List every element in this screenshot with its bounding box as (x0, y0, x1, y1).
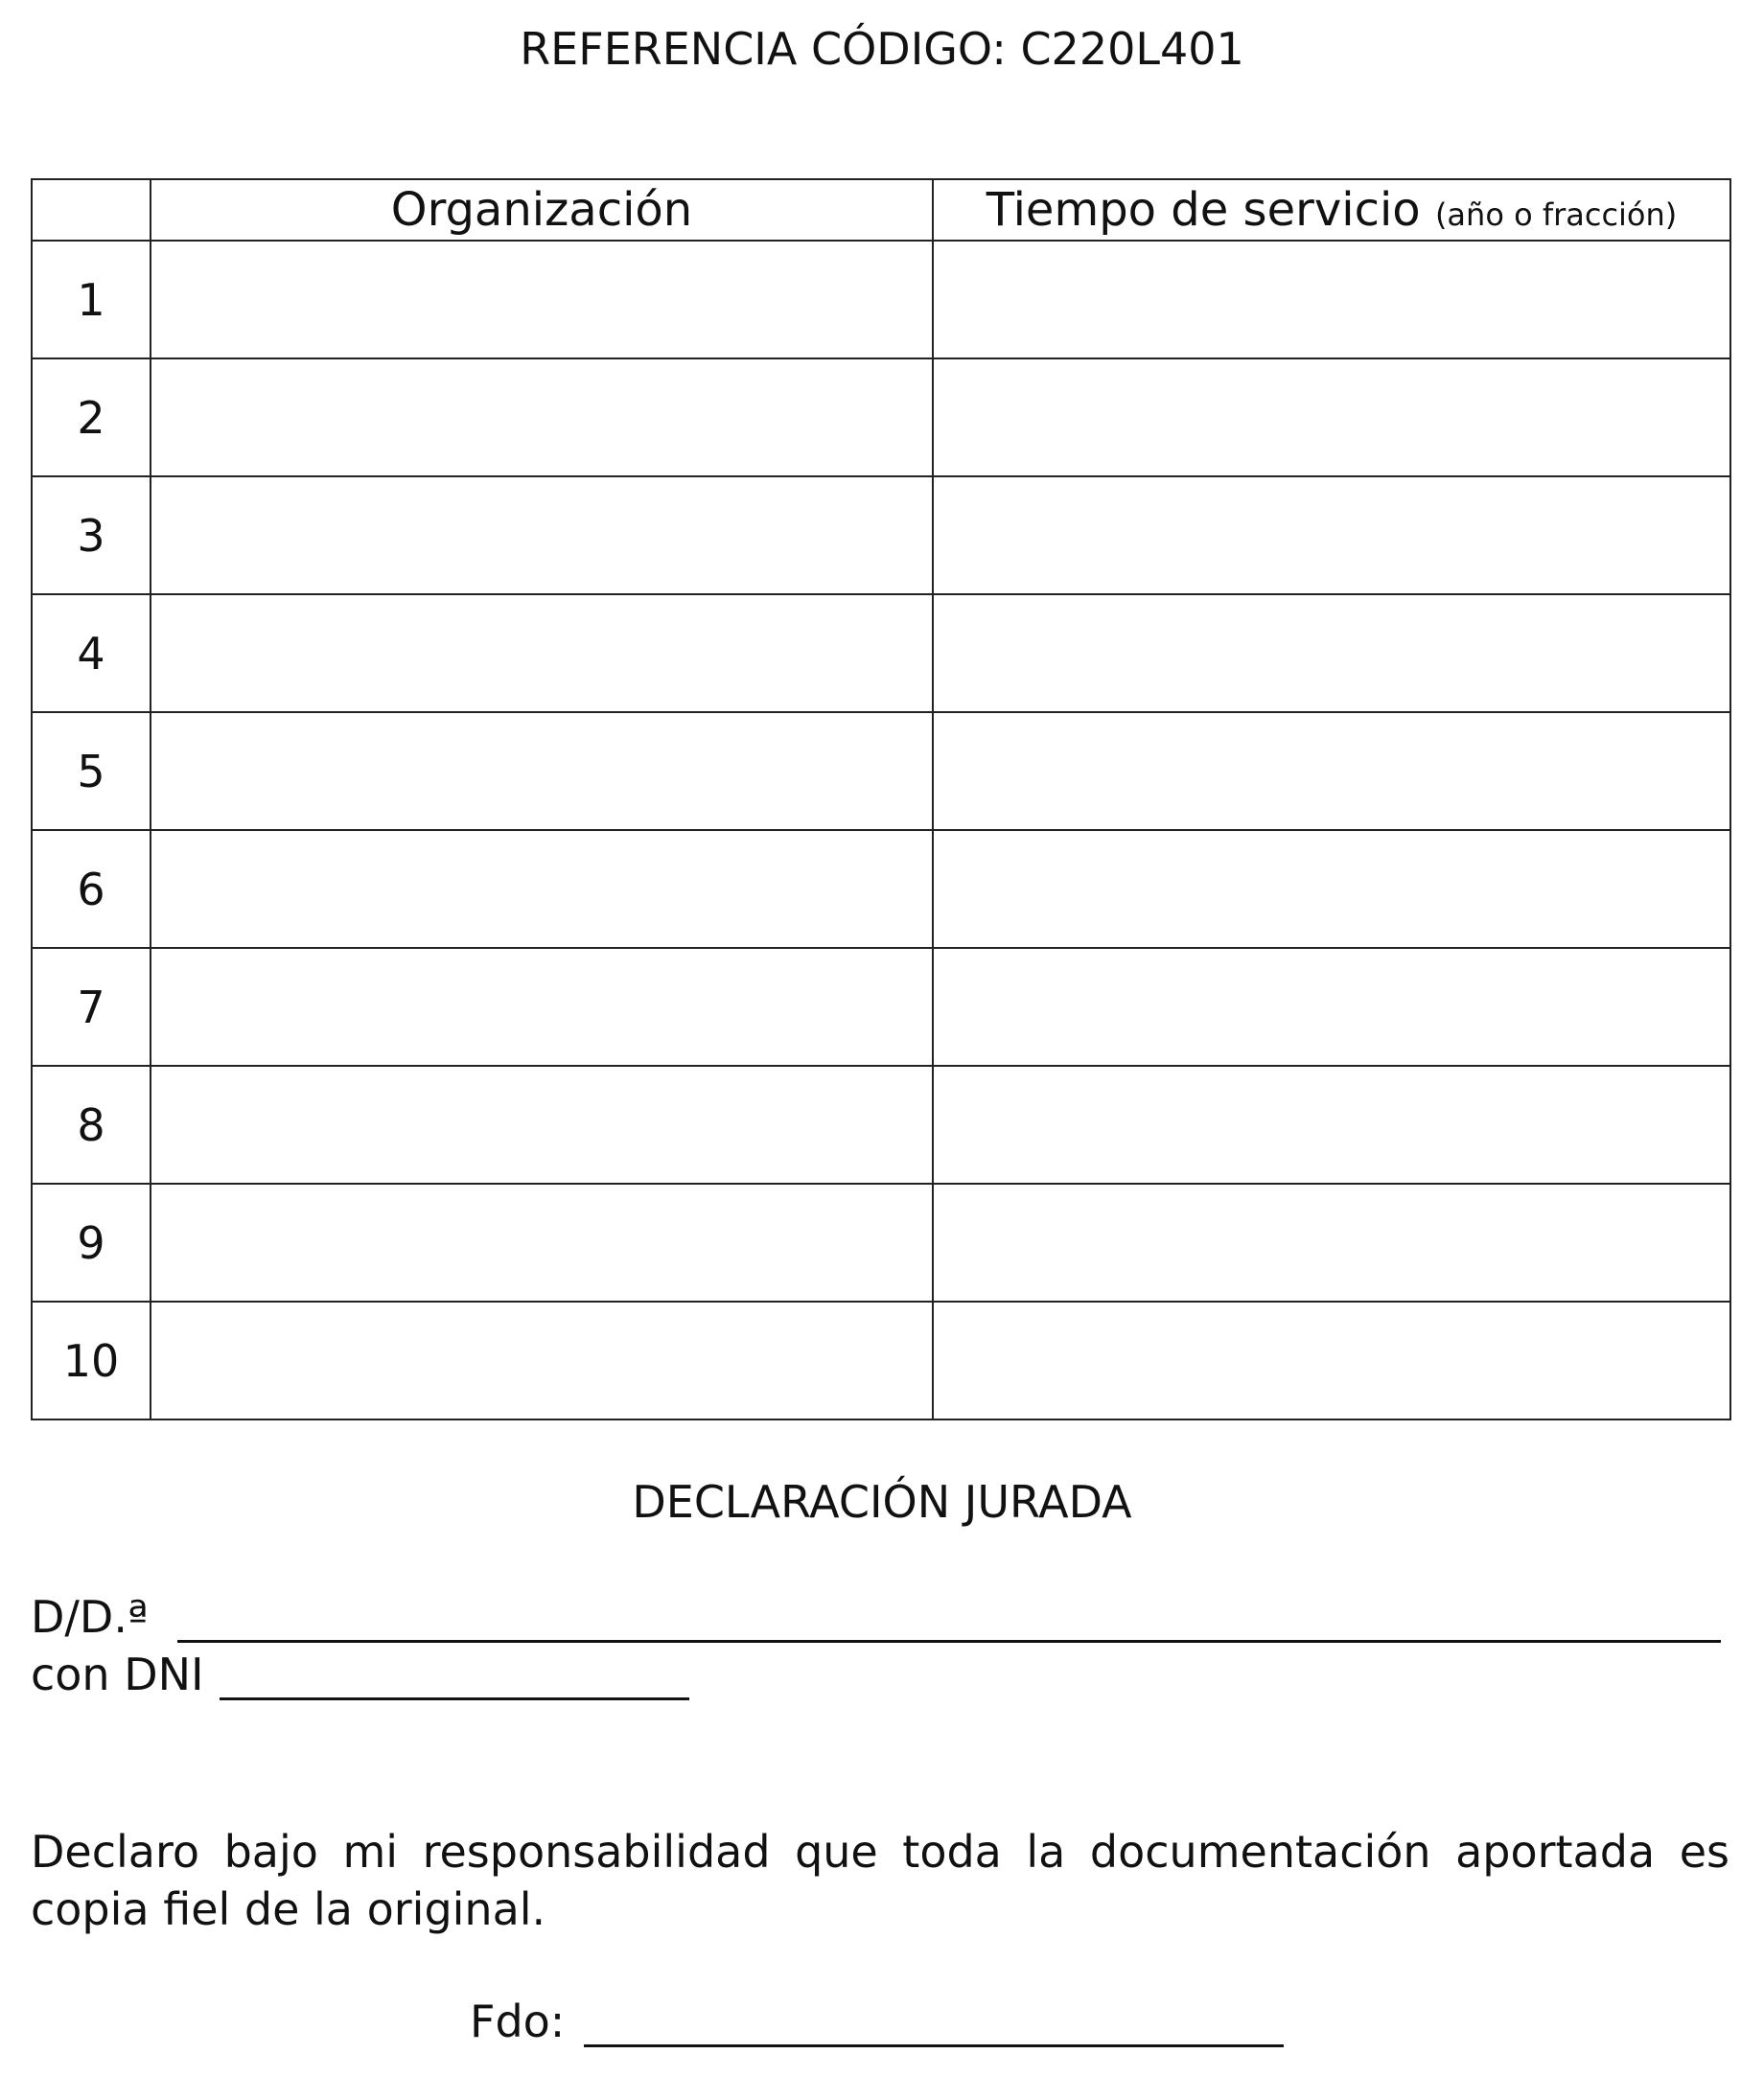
row-number: 9 (32, 1184, 151, 1302)
organization-cell[interactable] (151, 830, 933, 948)
dni-label: con DNI (31, 1649, 204, 1700)
organization-cell[interactable] (151, 1302, 933, 1419)
table-row (32, 712, 1730, 830)
organization-table (31, 178, 1731, 1420)
column-header-service-time (933, 179, 1730, 241)
table-row (32, 1184, 1730, 1302)
row-number: 5 (32, 712, 151, 830)
service-time-cell[interactable] (933, 476, 1730, 594)
row-number: 3 (32, 476, 151, 594)
declaration-title: DECLARACIÓN JURADA (632, 1476, 1132, 1528)
organization-cell[interactable] (151, 1184, 933, 1302)
service-time-note: (año o fracción) (1434, 196, 1678, 233)
table-row (32, 358, 1730, 476)
table-row (32, 1302, 1730, 1419)
table-row (32, 241, 1730, 358)
service-time-cell[interactable] (933, 358, 1730, 476)
row-number: 6 (32, 830, 151, 948)
row-number: 4 (32, 594, 151, 712)
service-time-label: Tiempo de servicio (986, 183, 1421, 237)
service-time-cell[interactable] (933, 712, 1730, 830)
row-number: 2 (32, 358, 151, 476)
name-label: D/D.ª (31, 1591, 149, 1643)
organization-cell[interactable] (151, 358, 933, 476)
row-number: 8 (32, 1066, 151, 1184)
table-row (32, 476, 1730, 594)
row-number: 7 (32, 948, 151, 1066)
service-time-cell[interactable] (933, 241, 1730, 358)
table-row (32, 948, 1730, 1066)
row-number: 1 (32, 241, 151, 358)
service-time-cell[interactable] (933, 1066, 1730, 1184)
service-time-cell[interactable] (933, 948, 1730, 1066)
organization-cell[interactable] (151, 594, 933, 712)
signature-field[interactable] (584, 2006, 1284, 2047)
table-row (32, 830, 1730, 948)
signature-line (470, 1996, 1284, 2047)
row-number: 10 (32, 1302, 151, 1419)
service-time-cell[interactable] (933, 1302, 1730, 1419)
service-time-cell[interactable] (933, 1184, 1730, 1302)
dni-line (31, 1649, 689, 1700)
organization-cell[interactable] (151, 712, 933, 830)
service-time-cell[interactable] (933, 594, 1730, 712)
reference-code-title: REFERENCIA CÓDIGO: C220L401 (520, 23, 1244, 75)
organization-cell[interactable] (151, 1066, 933, 1184)
table-row (32, 594, 1730, 712)
name-line (31, 1591, 1721, 1643)
declaration-statement: Declaro bajo mi responsabilidad que toda la documentación aportada es copia fiel de la original. (31, 1826, 1729, 1935)
name-field[interactable] (177, 1602, 1721, 1643)
organization-cell[interactable] (151, 241, 933, 358)
column-header-number (32, 179, 151, 241)
dni-field[interactable] (220, 1659, 689, 1700)
column-header-organization: Organización (151, 179, 933, 241)
table-row (32, 1066, 1730, 1184)
table-header-row (32, 179, 1730, 241)
signature-label: Fdo: (470, 1996, 566, 2047)
table-body (32, 241, 1730, 1419)
organization-cell[interactable] (151, 948, 933, 1066)
organization-cell[interactable] (151, 476, 933, 594)
service-time-cell[interactable] (933, 830, 1730, 948)
